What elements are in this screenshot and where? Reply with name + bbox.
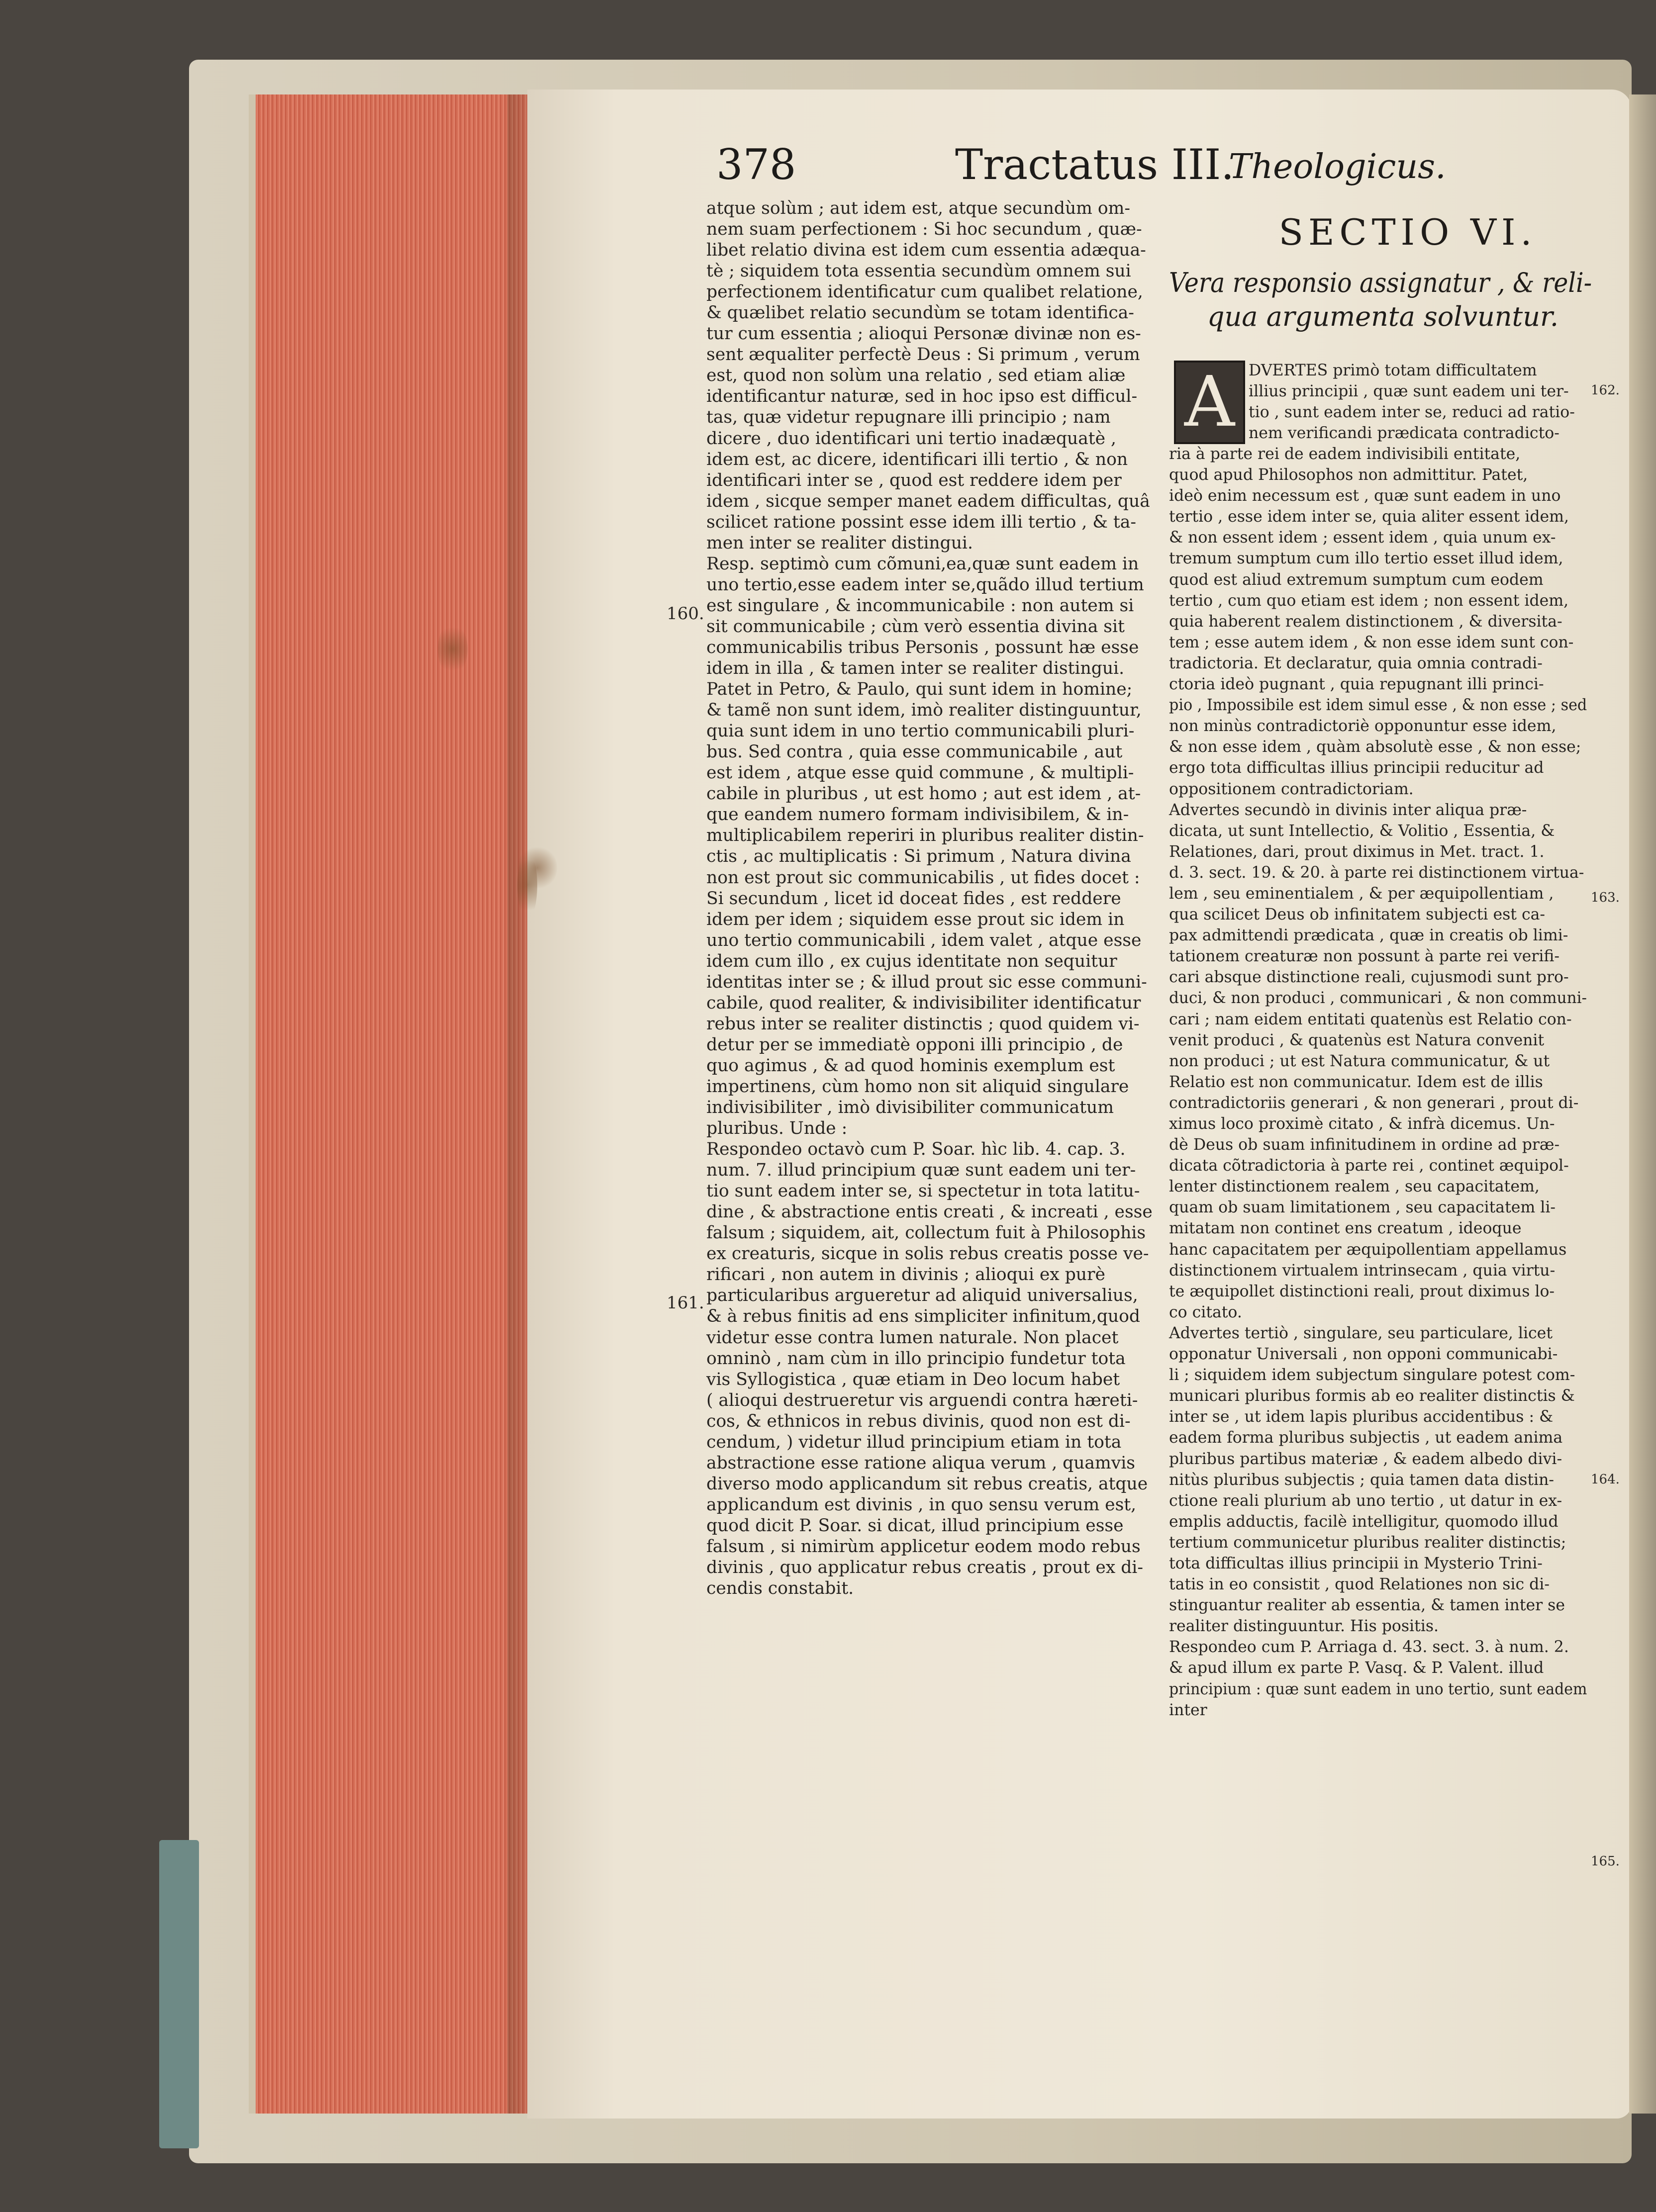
text-line: opponatur Universali , non opponi communicabi- xyxy=(1169,1345,1558,1364)
text-line: cabile in pluribus , ut est homo ; aut est idem , at- xyxy=(706,784,1141,804)
text-line: idem per idem ; siquidem esse prout sic idem in xyxy=(706,909,1125,929)
text-line: identificantur naturæ, sed in hoc ipso est difficul- xyxy=(706,386,1138,407)
ink-stain xyxy=(517,850,537,920)
text-line: Relatio est non communicatur. Idem est de illis xyxy=(1169,1073,1543,1091)
text-line: cendum, ) videtur illud principium etiam in tota xyxy=(706,1432,1122,1452)
text-line: est idem , atque esse quid commune , & multipli- xyxy=(706,763,1134,783)
text-line: tertio , esse idem inter se, quia aliter essent idem, xyxy=(1169,508,1569,526)
text-line: vis Syllogistica , quæ etiam in Deo locum habet xyxy=(706,1369,1120,1389)
text-line: non produci ; ut est Natura communicatur, & ut xyxy=(1169,1052,1550,1070)
text-line: nitùs pluribus subjectis ; quia tamen data distin- xyxy=(1169,1471,1555,1489)
section-title: SECTIO VI. xyxy=(1278,211,1537,253)
text-line: sit communicabile ; cùm verò essentia divina sit xyxy=(706,616,1125,637)
text-line: d. 3. sect. 19. & 20. à parte rei distinctionem virtua- xyxy=(1169,863,1584,882)
text-line: impertinens, cùm homo non sit aliquid singulare xyxy=(706,1076,1129,1097)
text-line: contradictoriis generari , & non generari , prout di- xyxy=(1169,1094,1579,1112)
text-line: oppositionem contradictoriam. xyxy=(1169,780,1414,798)
text-line: sent æqualiter perfectè Deus : Si primum , verum xyxy=(706,345,1140,365)
text-line: quo agimus , & ad quod hominis exemplum est xyxy=(706,1055,1115,1076)
text-line: nem verificandi prædicata contradicto- xyxy=(1249,424,1559,443)
text-line: Si secundum , licet id doceat fides , est reddere xyxy=(706,888,1121,909)
text-line: distinctionem virtualem intrinsecam , quia virtu- xyxy=(1169,1261,1556,1280)
text-line: & quælibet relatio secundùm se totam identifica- xyxy=(706,303,1134,323)
text-line: principium : quæ sunt eadem in uno tertio, sunt eadem xyxy=(1169,1680,1587,1698)
text-line: tas, quæ videtur repugnare illi principio ; nam xyxy=(706,407,1111,428)
text-line: idem , sicque semper manet eadem difficultas, quâ xyxy=(706,491,1150,511)
text-line: tremum sumptum cum illo tertio esset illud idem, xyxy=(1169,550,1563,568)
text-line: mitatam non continet ens creatum , ideoque xyxy=(1169,1219,1522,1238)
text-line: dicata cõtradictoria à parte rei , continet æquipol- xyxy=(1169,1157,1569,1175)
text-line: pluribus partibus materiæ , & eadem albedo divi- xyxy=(1169,1450,1562,1468)
text-line: Patet in Petro, & Paulo, qui sunt idem in homine; xyxy=(706,679,1133,700)
text-line: falsum , si nimirùm applicetur eodem modo rebus xyxy=(706,1537,1141,1557)
left-column xyxy=(706,198,1169,1599)
text-line: men inter se realiter distingui. xyxy=(706,533,973,553)
text-line: est singulare , & incommunicabile : non autem si xyxy=(706,595,1134,616)
text-line: municari pluribus formis ab eo realiter distinctis & xyxy=(1169,1387,1575,1405)
text-line: ideò enim necessum est , quæ sunt eadem in uno xyxy=(1169,487,1561,505)
text-line: perfectionem identificatur cum qualibet relatione, xyxy=(706,282,1143,302)
text-line: dicata, ut sunt Intellectio, & Volitio , Essentia, & xyxy=(1169,822,1555,840)
text-line: ximus loco proximè citato , & infrà dicemus. Un- xyxy=(1169,1115,1555,1133)
text-line: tio , sunt eadem inter se, reduci ad ratio- xyxy=(1249,403,1575,422)
text-line: Advertes tertiò , singulare, seu particulare, licet xyxy=(1169,1324,1553,1342)
ink-stain xyxy=(438,622,468,676)
section-subheading xyxy=(1169,266,1597,334)
text-line: que eandem numero formam indivisibilem, & in- xyxy=(706,805,1129,825)
text-line: quia haberent realem distinctionem , & diversita- xyxy=(1169,612,1562,631)
text-line: eadem forma pluribus subjectis , ut eadem anima xyxy=(1169,1429,1563,1447)
text-line: nem suam perfectionem : Si hoc secundum , quæ- xyxy=(706,219,1142,240)
text-line: emplis adductis, facilè intelligitur, quomodo illud xyxy=(1169,1512,1559,1531)
text-line: applicandum est divinis , in quo sensu verum est, xyxy=(706,1494,1137,1515)
text-line: duci, & non produci , communicari , & non communi- xyxy=(1169,989,1587,1008)
text-line: cari ; nam eidem entitati quatenùs est Relatio con- xyxy=(1169,1010,1572,1028)
drop-cap-initial xyxy=(1174,361,1245,444)
text-line: quod est aliud extremum sumptum cum eodem xyxy=(1169,570,1544,589)
text-line: & non esse idem , quàm absolutè esse , & non esse; xyxy=(1169,738,1581,756)
margin-number: 162. xyxy=(1591,383,1620,398)
text-line: stinguantur realiter ab essentia, & tamen inter se xyxy=(1169,1596,1565,1615)
text-line: pluribus. Unde : xyxy=(706,1118,848,1139)
text-line: tem ; esse autem idem , & non esse idem sunt con- xyxy=(1169,633,1574,651)
running-title: Tractatus III. xyxy=(955,140,1235,189)
text-line: omninò , nam cùm in illo principio fundetur tota xyxy=(706,1348,1126,1369)
intro-lines xyxy=(1249,360,1597,444)
text-line: rificari , non autem in divinis ; alioqui ex purè xyxy=(706,1265,1105,1285)
text-line: tationem creaturæ non possunt à parte rei verifi- xyxy=(1169,947,1560,966)
text-line: dine , & abstractione entis creati , & increati , esse xyxy=(706,1202,1153,1222)
text-line: tertium communicetur pluribus realiter distinctis; xyxy=(1169,1533,1566,1552)
page-edges xyxy=(249,94,534,2114)
running-title-italic: Theologicus. xyxy=(1229,147,1446,186)
text-line: ria à parte rei de eadem indivisibili entitate, xyxy=(1169,445,1521,463)
right-column xyxy=(1169,444,1597,1721)
text-line: libet relatio divina est idem cum essentia adæqua- xyxy=(706,240,1146,261)
page-right-edge xyxy=(1629,94,1656,2114)
running-head xyxy=(696,140,1446,195)
subheading-line: qua argumenta solvuntur. xyxy=(1207,301,1559,332)
text-line: tradictoria. Et declaratur, quia omnia contradi- xyxy=(1169,654,1543,672)
text-line: ex creaturis, sicque in solis rebus creatis posse ve- xyxy=(706,1244,1149,1264)
margin-number: 160. xyxy=(667,604,704,624)
text-line: non est prout sic communicabilis , ut fides docet : xyxy=(706,867,1140,888)
text-line: idem est, ac dicere, identificari illi tertio , & non xyxy=(706,449,1128,469)
text-line: uno tertio communicabili , idem valet , atque esse xyxy=(706,930,1142,950)
text-line: indivisibiliter , imò divisibiliter communicatum xyxy=(706,1098,1114,1118)
text-line: atque solùm ; aut idem est, atque secundùm om- xyxy=(706,198,1131,218)
text-line: multiplicabilem reperiri in pluribus realiter distin- xyxy=(706,826,1144,846)
margin-number: 164. xyxy=(1591,1472,1620,1487)
text-line: falsum ; siquidem, ait, collectum fuit à Philosophis xyxy=(706,1223,1146,1243)
text-line: identificari inter se , quod est reddere idem per xyxy=(706,470,1122,490)
text-line: te æquipollet distinctioni reali, prout diximus lo- xyxy=(1169,1282,1555,1300)
text-line: ergo tota difficultas illius principii reducitur ad xyxy=(1169,759,1544,777)
margin-number: 165. xyxy=(1591,1854,1620,1869)
text-line: num. 7. illud principium quæ sunt eadem uni ter- xyxy=(706,1160,1136,1181)
text-line: DVERTES primò totam difficultatem xyxy=(1249,362,1537,379)
text-line: realiter distinguuntur. His positis. xyxy=(1169,1617,1439,1636)
text-line: qua scilicet Deus ob infinitatem subjecti est ca- xyxy=(1169,906,1546,924)
text-line: idem in illa , & tamen inter se realiter distingui. xyxy=(706,658,1125,679)
margin-number: 161. xyxy=(667,1293,704,1313)
text-line: dè Deus ob suam infinitudinem in ordine ad præ- xyxy=(1169,1136,1560,1154)
text-line: non minùs contradictoriè opponuntur esse idem, xyxy=(1169,717,1557,736)
text-line: quam ob suam limitationem , seu capacitatem li- xyxy=(1169,1198,1556,1217)
text-line: venit produci , & quatenùs est Natura convenit xyxy=(1169,1031,1545,1049)
text-line: illius principii , quæ sunt eadem uni ter- xyxy=(1249,382,1569,401)
text-line: & tamẽ non sunt idem, imò realiter distinguuntur, xyxy=(706,700,1142,721)
margin-number: 163. xyxy=(1591,890,1620,905)
text-line: ( alioqui destrueretur vis arguendi contra hæreti- xyxy=(706,1390,1138,1410)
text-line: bus. Sed contra , quia esse communicabile , aut xyxy=(706,742,1123,762)
text-line: quod dicit P. Soar. si dicat, illud principium esse xyxy=(706,1515,1124,1536)
text-line: & apud illum ex parte P. Vasq. & P. Valent. illud xyxy=(1169,1659,1544,1677)
text-line: tur cum essentia ; alioqui Personæ divinæ non es- xyxy=(706,324,1141,344)
subheading-line: Vera responsio assignatur , & reli- xyxy=(1169,267,1592,298)
text-line: lem , seu eminentialem , & per æquipollentiam , xyxy=(1169,884,1554,903)
spine-cloth xyxy=(159,1840,199,2148)
text-line: li ; siquidem idem subjectum singulare potest com- xyxy=(1169,1366,1575,1384)
text-line: idem cum illo , ex cujus identitate non sequitur xyxy=(706,951,1117,971)
text-line: Advertes secundò in divinis inter aliqua præ- xyxy=(1169,801,1527,819)
text-line: ctis , ac multiplicatis : Si primum , Natura divina xyxy=(706,846,1131,867)
text-line: tè ; siquidem tota essentia secundùm omnem sui xyxy=(706,261,1131,281)
text-line: dicere , duo identificari uni tertio inadæquatè , xyxy=(706,428,1117,449)
text-line: tatis in eo consistit , quod Relationes non sic di- xyxy=(1169,1575,1550,1594)
text-line: & non essent idem ; essent idem , quia unum ex- xyxy=(1169,529,1556,547)
text-line: tota difficultas illius principii in Mysterio Trini- xyxy=(1169,1554,1543,1572)
text-line: diverso modo applicandum sit rebus creatis, atque xyxy=(706,1474,1148,1494)
text-line: Respondeo cum P. Arriaga d. 43. sect. 3. à num. 2. xyxy=(1169,1638,1569,1657)
text-line: identitas inter se ; & illud prout sic esse communi- xyxy=(706,972,1147,992)
text-line: cari absque distinctione reali, cujusmodi sunt pro- xyxy=(1169,968,1569,987)
text-line: particularibus argueretur ad aliquid universalius, xyxy=(706,1286,1138,1306)
text-line: cendis constabit. xyxy=(706,1578,854,1599)
text-line: pio , Impossibile est idem simul esse , & non esse ; sed xyxy=(1169,696,1587,715)
text-line: quia sunt idem in uno tertio communicabili pluri- xyxy=(706,721,1135,741)
text-line: abstractione esse ratione aliqua verum , quamvis xyxy=(706,1453,1135,1473)
text-line: cabile, quod realiter, & indivisibiliter identificatur xyxy=(706,993,1141,1013)
text-line: divinis , quo applicatur rebus creatis , prout ex di- xyxy=(706,1558,1143,1578)
text-line: inter se , ut idem lapis pluribus accidentibus : & xyxy=(1169,1408,1554,1426)
text-line: inter xyxy=(1169,1701,1207,1719)
text-line: videtur esse contra lumen naturale. Non placet xyxy=(706,1327,1119,1348)
text-line: communicabilis tribus Personis , possunt hæ esse xyxy=(706,637,1139,657)
page-number: 378 xyxy=(716,140,796,189)
text-line: scilicet ratione possint esse idem illi tertio , & ta- xyxy=(706,512,1137,532)
text-line: Relationes, dari, prout diximus in Met. tract. 1. xyxy=(1169,842,1545,861)
text-line: tio sunt eadem inter se, si spectetur in tota latitu- xyxy=(706,1181,1140,1201)
text-line: tertio , cum quo etiam est idem ; non essent idem, xyxy=(1169,591,1569,610)
text-line: pax admittendi prædicata , quæ in creatis ob limi- xyxy=(1169,926,1568,945)
text-line: ctione reali plurium ab uno tertio , ut datur in ex- xyxy=(1169,1491,1562,1510)
drop-cap-letter: A xyxy=(1184,362,1235,443)
text-line: uno tertio,esse eadem inter se,quãdo illud tertium xyxy=(706,574,1144,595)
text-line: Resp. septimò cum cõmuni,ea,quæ sunt eadem in xyxy=(706,553,1139,574)
text-line: detur per se immediatè opponi illi principio , de xyxy=(706,1034,1123,1055)
text-line: Respondeo octavò cum P. Soar. hìc lib. 4. cap. 3. xyxy=(706,1139,1126,1160)
text-line: est, quod non solùm una relatio , sed etiam aliæ xyxy=(706,366,1126,386)
text-line: lenter distinctionem realem , seu capacitatem, xyxy=(1169,1178,1540,1196)
text-line: ctoria ideò pugnant , quia repugnant illi princi- xyxy=(1169,675,1544,694)
text-line: quod apud Philosophos non admittitur. Patet, xyxy=(1169,466,1528,484)
text-line: hanc capacitatem per æquipollentiam appellamus xyxy=(1169,1240,1567,1259)
text-line: rebus inter se realiter distinctis ; quod quidem vi- xyxy=(706,1014,1140,1034)
text-line: co citato. xyxy=(1169,1303,1242,1321)
text-line: & à rebus finitis ad ens simpliciter infinitum,quod xyxy=(706,1306,1141,1327)
text-line: cos, & ethnicos in rebus divinis, quod non est di- xyxy=(706,1411,1131,1431)
